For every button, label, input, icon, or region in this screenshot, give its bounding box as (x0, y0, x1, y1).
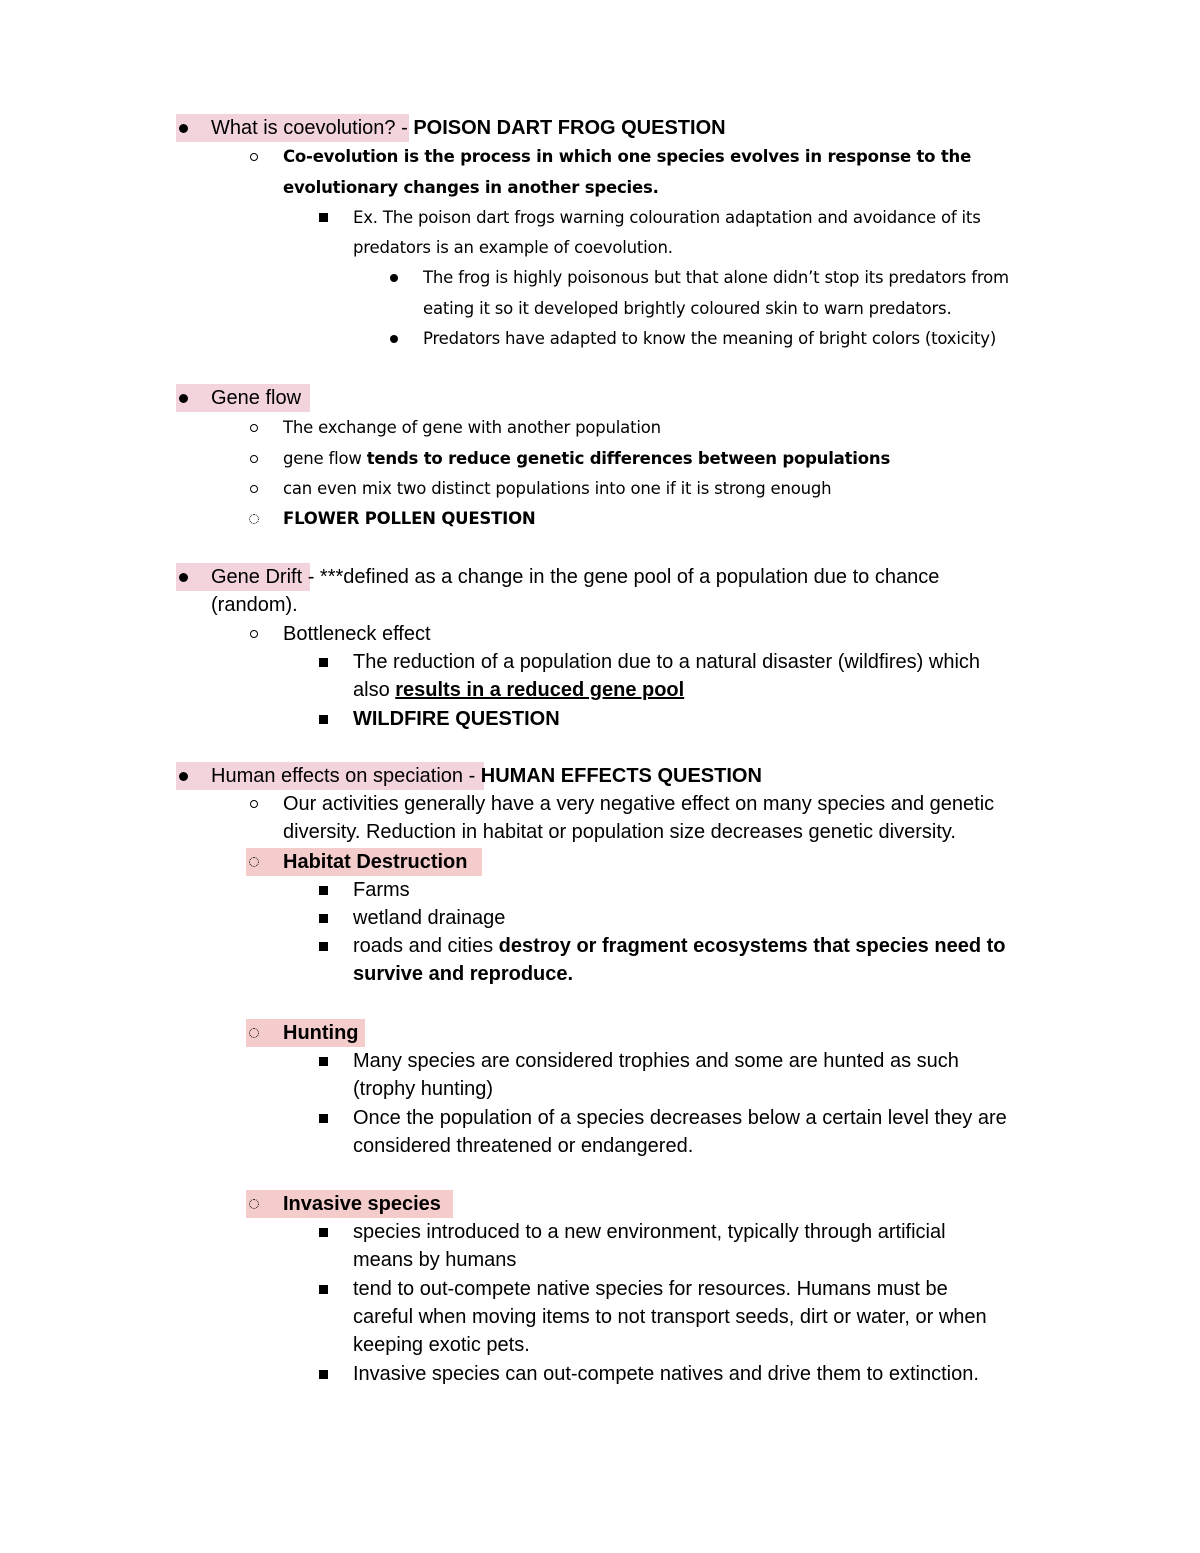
human-effects-intro-line1: Our activities generally have a very negative effect on many species and genetic (283, 793, 995, 815)
habitat-destruction-title: Habitat Destruction (283, 851, 468, 873)
human-effects-heading (211, 762, 762, 790)
habitat-item-farms: Farms (353, 879, 410, 901)
gene-flow-item3: can even mix two distinct populations into one if it is strong enough (283, 479, 832, 498)
coevolution-definition-line2: evolutionary changes in another species. (283, 178, 659, 197)
hunting-item2-line2: considered threatened or endangered. (353, 1135, 694, 1157)
square-bullet-icon (319, 1228, 328, 1237)
coevolution-example-line2: predators is an example of coevolution. (353, 238, 673, 257)
invasive-item2-line3: keeping exotic pets. (353, 1334, 530, 1356)
dotted-circle-bullet-icon (249, 514, 259, 524)
gene-drift-heading (211, 563, 939, 591)
coevolution-example-line1: Ex. The poison dart frogs warning colouration adaptation and avoidance of its (353, 208, 981, 227)
square-bullet-icon (319, 1285, 328, 1294)
hunting-item1-line2: (trophy hunting) (353, 1078, 494, 1100)
human-effects-title: Human effects on speciation (211, 765, 464, 787)
square-bullet-icon (319, 942, 328, 951)
bullet-icon (179, 573, 188, 582)
coevolution-detail1-line2: eating it so it developed brightly coloured skin to warn predators. (423, 299, 952, 318)
wildfire-question: WILDFIRE QUESTION (353, 708, 560, 730)
invasive-item2-line2: careful when moving items to not transport seeds, dirt or water, or when (353, 1306, 987, 1328)
habitat-item-wetland: wetland drainage (353, 907, 506, 929)
invasive-item1-line1: species introduced to a new environment, typically through artificial (353, 1221, 946, 1243)
gene-flow-question: FLOWER POLLEN QUESTION (283, 509, 536, 528)
coevolution-detail2: Predators have adapted to know the meaning of bright colors (toxicity) (423, 329, 997, 348)
invasive-item3: Invasive species can out-compete natives and drive them to extinction. (353, 1363, 979, 1385)
bullet-icon (179, 394, 188, 403)
human-effects-intro-line2: diversity. Reduction in habitat or population size decreases genetic diversity. (283, 821, 956, 843)
dotted-circle-bullet-icon (249, 857, 259, 867)
text-span: roads and cities (353, 935, 499, 957)
hunting-item1-line1: Many species are considered trophies and some are hunted as such (353, 1050, 959, 1072)
bottleneck-detail-line1: The reduction of a population due to a natural disaster (wildfires) which (353, 651, 981, 673)
text-span: gene flow (283, 449, 367, 468)
text-span: destroy or fragment ecosystems that species need to (498, 935, 1006, 957)
square-bullet-icon (319, 213, 328, 222)
habitat-item-roads-line1 (353, 932, 1005, 960)
square-bullet-icon (319, 658, 328, 667)
bullet-icon (179, 124, 188, 133)
text-span: tends to reduce genetic differences between populations (366, 449, 891, 468)
coevolution-heading (211, 114, 726, 142)
separator: - (395, 117, 414, 139)
invasive-species-title: Invasive species (283, 1193, 441, 1215)
text-span: Co-evolution is the process in which one (283, 147, 657, 166)
square-bullet-icon (319, 1370, 328, 1379)
square-bullet-icon (319, 886, 328, 895)
gene-flow-item2 (283, 444, 890, 474)
habitat-item-roads-line2: survive and reproduce. (353, 963, 574, 985)
square-bullet-icon (319, 914, 328, 923)
invasive-item2-line1: tend to out-compete native species for resources. Humans must be (353, 1278, 948, 1300)
text-span: also (353, 679, 396, 701)
coevolution-title: What is coevolution? (211, 117, 396, 139)
square-bullet-icon (319, 1114, 328, 1123)
gene-drift-definition: - ***defined as a change in the gene pool of a population due to chance (302, 566, 940, 588)
bottleneck-detail-line2 (353, 676, 684, 704)
bullet-icon (390, 274, 398, 282)
square-bullet-icon (319, 715, 328, 724)
separator: - (463, 765, 481, 787)
circle-bullet-icon (250, 153, 258, 161)
circle-bullet-icon (250, 455, 258, 463)
gene-flow-title: Gene flow (211, 387, 302, 409)
dotted-circle-bullet-icon (249, 1028, 259, 1038)
text-span: results in a reduced gene pool (395, 679, 685, 701)
bullet-icon (179, 772, 188, 781)
coevolution-question: POISON DART FROG QUESTION (413, 117, 726, 139)
hunting-item2-line1: Once the population of a species decreases below a certain level they are (353, 1107, 1007, 1129)
gene-drift-title: Gene Drift (211, 566, 303, 588)
dotted-circle-bullet-icon (249, 1199, 259, 1209)
coevolution-detail1-line1: The frog is highly poisonous but that alone didn’t stop its predators from (423, 268, 1009, 287)
human-effects-question: HUMAN EFFECTS QUESTION (480, 765, 762, 787)
circle-bullet-icon (250, 424, 258, 432)
hunting-title: Hunting (283, 1022, 359, 1044)
invasive-item1-line2: means by humans (353, 1249, 517, 1271)
bullet-icon (390, 335, 398, 343)
text-span: species evolves in response to the (656, 147, 972, 166)
circle-bullet-icon (250, 630, 258, 638)
gene-flow-item1: The exchange of gene with another population (283, 418, 661, 437)
circle-bullet-icon (250, 800, 258, 808)
bottleneck-effect: Bottleneck effect (283, 623, 431, 645)
coevolution-definition-line1 (283, 142, 971, 172)
square-bullet-icon (319, 1057, 328, 1066)
circle-bullet-icon (250, 485, 258, 493)
gene-drift-definition-line2: (random). (211, 594, 298, 616)
